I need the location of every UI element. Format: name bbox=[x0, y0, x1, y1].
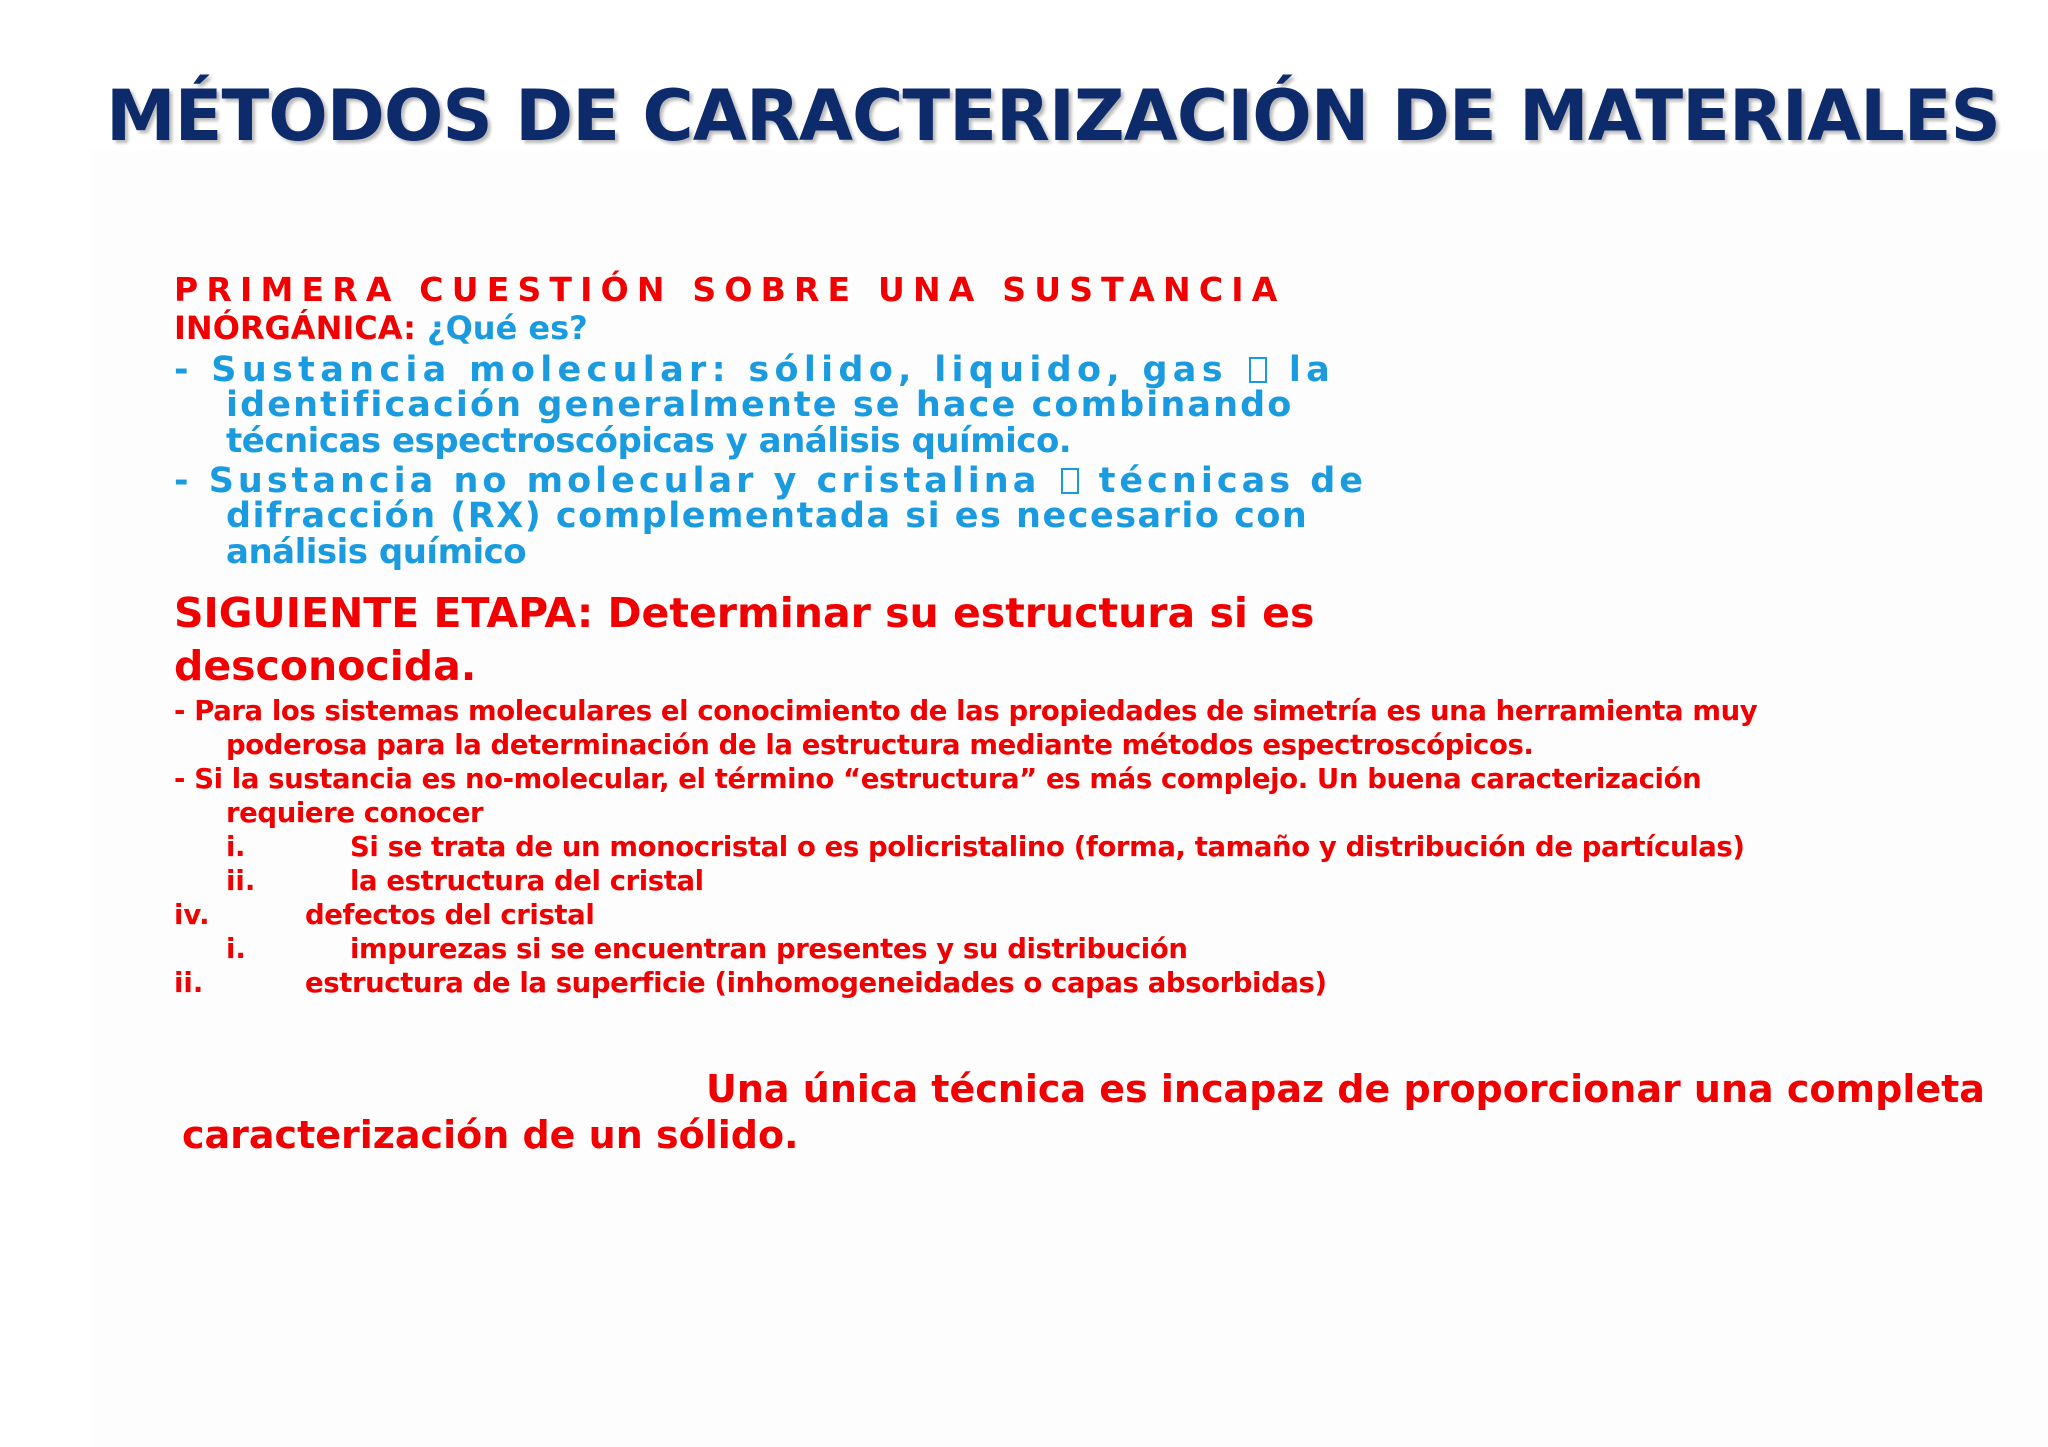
missing-glyph-icon bbox=[1249, 357, 1267, 383]
requirement-text: estructura de la superficie (inhomogeneidades o capas absorbidas) bbox=[305, 967, 1327, 999]
non-molecular-bullet-line2: requiere conocer bbox=[226, 797, 484, 829]
requirement-item bbox=[226, 932, 246, 966]
first-question-line2 bbox=[174, 308, 588, 348]
requirement-marker: iv. bbox=[174, 899, 210, 931]
non-molecular-line3: análisis químico bbox=[226, 532, 527, 572]
conclusion-line2: caracterización de un sólido. bbox=[182, 1113, 799, 1157]
requirement-marker: ii. bbox=[174, 967, 204, 999]
non-molecular-line1-text: - Sustancia no molecular y cristalina bbox=[174, 461, 1041, 501]
molecular-systems-bullet-line1: - Para los sistemas moleculares el conocimiento de las propiedades de simetría es una herramienta muy bbox=[174, 695, 1758, 727]
next-stage-line1: SIGUIENTE ETAPA: Determinar su estructura si es bbox=[174, 589, 1315, 637]
requirement-text: impurezas si se encuentran presentes y su distribución bbox=[350, 933, 1188, 965]
requirement-marker: i. bbox=[226, 831, 246, 863]
molecular-line1-text: - Sustancia molecular: sólido, liquido, gas bbox=[174, 350, 1228, 390]
non-molecular-line2: difracción (RX) complementada si es necesario con bbox=[226, 496, 1309, 536]
requirement-item bbox=[174, 898, 210, 932]
molecular-line1-tail: la bbox=[1288, 350, 1336, 390]
first-question-line1: PRIMERA CUESTIÓN SOBRE UNA SUSTANCIA bbox=[174, 270, 1286, 309]
slide-title: MÉTODOS DE CARACTERIZACIÓN DE MATERIALES bbox=[106, 75, 2000, 157]
requirement-item bbox=[226, 830, 245, 864]
molecular-line1 bbox=[174, 350, 1335, 390]
what-is-it-question: ¿Qué es? bbox=[427, 309, 588, 347]
molecular-systems-bullet-line2: poderosa para la determinación de la estructura mediante métodos espectroscópicos. bbox=[226, 729, 1534, 761]
non-molecular-line1-tail: técnicas de bbox=[1098, 461, 1368, 501]
requirement-text: Si se trata de un monocristal o es policristalino (forma, tamaño y distribución de partículas) bbox=[350, 831, 1745, 863]
molecular-line2: identificación generalmente se hace combinando bbox=[226, 385, 1294, 425]
requirement-marker: ii. bbox=[226, 865, 256, 897]
inorganic-label: INÓRGÁNICA: bbox=[174, 309, 416, 347]
requirement-item bbox=[174, 966, 203, 1000]
next-stage-line2: desconocida. bbox=[174, 642, 477, 690]
conclusion-line1: Una única técnica es incapaz de proporcionar una completa bbox=[706, 1067, 1985, 1111]
requirement-text: defectos del cristal bbox=[305, 899, 595, 931]
molecular-line3: técnicas espectroscópicas y análisis químico. bbox=[226, 421, 1072, 461]
non-molecular-line1 bbox=[174, 461, 1367, 501]
requirement-text: la estructura del cristal bbox=[350, 865, 704, 897]
non-molecular-bullet-line1: - Si la sustancia es no-molecular, el término “estructura” es más complejo. Un buena caracterización bbox=[174, 763, 1702, 795]
missing-glyph-icon bbox=[1061, 468, 1079, 494]
requirement-item bbox=[226, 864, 255, 898]
requirement-marker: i. bbox=[226, 933, 246, 965]
